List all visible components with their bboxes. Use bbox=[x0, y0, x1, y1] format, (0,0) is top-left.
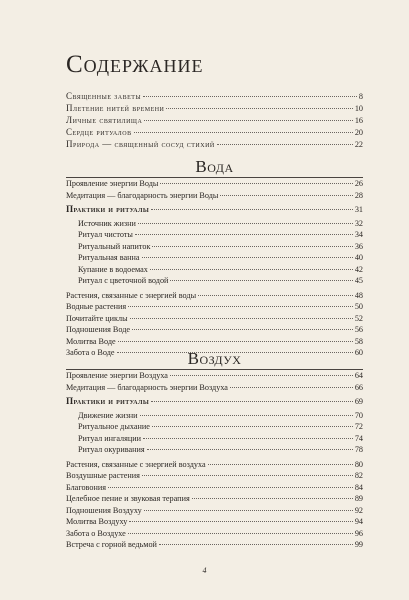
toc-entry-page: 56 bbox=[354, 325, 363, 334]
toc-entry-label: Источник жизни bbox=[78, 218, 136, 228]
toc-entry-page: 20 bbox=[354, 128, 363, 137]
toc-entry-page: 92 bbox=[354, 505, 363, 515]
dot-leader bbox=[160, 183, 352, 184]
toc-entry-page: 89 bbox=[354, 494, 363, 503]
dot-leader bbox=[198, 295, 353, 296]
toc-entry-page: 94 bbox=[354, 517, 363, 526]
intro-list bbox=[66, 90, 363, 150]
dot-leader bbox=[138, 223, 353, 224]
dot-leader bbox=[220, 195, 352, 196]
toc-entry-label: Ритуал с цветочной водой bbox=[78, 276, 169, 285]
page-number: 4 bbox=[202, 566, 207, 575]
toc-entry-label: Ритуальный напиток bbox=[78, 241, 151, 251]
toc-entry-label: Растения, связанные с энергией воздуха bbox=[66, 459, 206, 469]
toc-entry[interactable] bbox=[66, 90, 363, 102]
dot-leader bbox=[144, 510, 353, 511]
dot-leader bbox=[170, 280, 352, 281]
toc-entry-page: 69 bbox=[354, 397, 363, 406]
toc-entry-page: 70 bbox=[354, 410, 363, 420]
toc-entry-label: Целебное пение и звуковая терапия bbox=[66, 494, 190, 503]
toc-entry-page: 36 bbox=[354, 241, 363, 251]
toc-entry-page: 80 bbox=[354, 459, 363, 469]
toc-entry-page: 64 bbox=[354, 371, 363, 380]
toc-entry-page: 45 bbox=[354, 276, 363, 285]
toc-entry-label: Ритуал чистоты bbox=[78, 230, 133, 239]
toc-subentry[interactable] bbox=[66, 229, 363, 241]
dot-leader bbox=[144, 120, 353, 121]
toc-entry-label: Ритуальная ванна bbox=[78, 253, 140, 262]
toc-subentry[interactable] bbox=[66, 275, 363, 287]
toc-entry-label: Воздушные растения bbox=[66, 471, 140, 480]
toc-entry[interactable] bbox=[66, 290, 363, 302]
dot-leader bbox=[130, 318, 353, 319]
section-air-list bbox=[66, 370, 363, 551]
toc-entry-page: 48 bbox=[354, 290, 363, 300]
toc-entry-label: Молитва Воздуху bbox=[66, 517, 128, 526]
toc-entry-page: 72 bbox=[354, 422, 363, 431]
dot-leader bbox=[140, 415, 353, 416]
toc-subentry[interactable] bbox=[66, 421, 363, 433]
toc-entry-page: 28 bbox=[354, 190, 363, 200]
dot-leader bbox=[152, 426, 353, 427]
dot-leader bbox=[134, 132, 353, 133]
toc-subheading-practices[interactable] bbox=[66, 396, 363, 408]
dot-leader bbox=[217, 144, 353, 145]
toc-entry-page: 66 bbox=[354, 382, 363, 392]
toc-entry-label: Забота о Воздухе bbox=[66, 528, 126, 538]
page-title: Содержание bbox=[66, 51, 204, 78]
dot-leader bbox=[142, 257, 353, 258]
toc-entry-label: Почитайте циклы bbox=[66, 313, 128, 323]
dot-leader bbox=[230, 387, 353, 388]
toc-entry-page: 96 bbox=[354, 528, 363, 538]
toc-entry[interactable] bbox=[66, 324, 363, 336]
toc-entry-label: Плетение нитей времени bbox=[66, 103, 165, 113]
toc-subentry[interactable] bbox=[66, 241, 363, 253]
dot-leader bbox=[128, 306, 353, 307]
toc-entry-page: 84 bbox=[354, 482, 363, 492]
toc-entry-page: 22 bbox=[354, 140, 363, 149]
dot-leader bbox=[170, 375, 353, 376]
toc-entry-page: 58 bbox=[354, 336, 363, 346]
toc-subentry[interactable] bbox=[66, 410, 363, 422]
toc-entry[interactable] bbox=[66, 516, 363, 528]
toc-entry-label: Медитация — благодарность энергии Воздуха bbox=[66, 382, 228, 392]
toc-entry-page: 60 bbox=[354, 348, 363, 357]
toc-entry-label: Проявление энергии Воды bbox=[66, 179, 159, 188]
toc-entry[interactable] bbox=[66, 459, 363, 471]
dot-leader bbox=[150, 269, 353, 270]
toc-entry-page: 82 bbox=[354, 471, 363, 480]
dot-leader bbox=[118, 341, 353, 342]
toc-entry-label: Подношения Воде bbox=[66, 325, 131, 334]
toc-entry[interactable] bbox=[66, 178, 363, 190]
toc-entry[interactable] bbox=[66, 102, 363, 114]
toc-entry-page: 42 bbox=[354, 264, 363, 274]
toc-entry-page: 16 bbox=[354, 116, 363, 125]
toc-entry-page: 74 bbox=[354, 433, 363, 443]
toc-entry-label: Ритуал ингаляции bbox=[78, 433, 142, 443]
toc-subentry[interactable] bbox=[66, 264, 363, 276]
toc-entry-label: Забота о Воде bbox=[66, 348, 115, 357]
toc-entry-label: Сердце ритуалов bbox=[66, 127, 132, 137]
section-water-list bbox=[66, 178, 363, 359]
toc-entry[interactable] bbox=[66, 370, 363, 382]
toc-entry-page: 52 bbox=[354, 313, 363, 323]
dot-leader bbox=[132, 329, 353, 330]
toc-entry-label: Молитва Воде bbox=[66, 336, 116, 346]
toc-entry-label: Ритуал окуривания bbox=[78, 445, 145, 454]
dot-leader bbox=[152, 246, 352, 247]
toc-entry-label: Проявление энергии Воздуха bbox=[66, 371, 168, 380]
toc-entry[interactable] bbox=[66, 528, 363, 540]
toc-entry-label: Медитация — благодарность энергии Воды bbox=[66, 190, 219, 200]
dot-leader bbox=[151, 209, 353, 210]
toc-entry-label: Священные заветы bbox=[66, 91, 142, 101]
toc-entry-label: Ритуальное дыхание bbox=[78, 422, 150, 431]
toc-entry[interactable] bbox=[66, 301, 363, 313]
toc-entry[interactable] bbox=[66, 126, 363, 138]
toc-entry[interactable] bbox=[66, 505, 363, 517]
section-title-water: Вода bbox=[195, 157, 234, 176]
dot-leader bbox=[108, 487, 353, 488]
toc-entry-page: 78 bbox=[354, 445, 363, 454]
toc-entry[interactable] bbox=[66, 470, 363, 482]
dot-leader bbox=[135, 234, 353, 235]
toc-entry-label: Подношения Воздуху bbox=[66, 505, 142, 515]
toc-entry-label: Природа — священный сосуд стихий bbox=[66, 139, 215, 149]
toc-subentry[interactable] bbox=[66, 444, 363, 456]
toc-entry-label: Благовония bbox=[66, 482, 106, 492]
toc-entry-page: 10 bbox=[354, 104, 363, 113]
dot-leader bbox=[159, 544, 353, 545]
toc-entry[interactable] bbox=[66, 539, 363, 551]
toc-entry[interactable] bbox=[66, 313, 363, 325]
toc-entry[interactable] bbox=[66, 114, 363, 126]
toc-entry[interactable] bbox=[66, 138, 363, 150]
toc-entry[interactable] bbox=[66, 190, 363, 202]
dot-leader bbox=[143, 438, 353, 439]
toc-entry-label: Личные святилища bbox=[66, 115, 143, 125]
toc-entry-label: Купание в водоемах bbox=[78, 264, 148, 274]
toc-entry-page: 31 bbox=[354, 205, 363, 214]
toc-entry-page: 32 bbox=[354, 218, 363, 228]
toc-subentry[interactable] bbox=[66, 252, 363, 264]
dot-leader bbox=[192, 498, 353, 499]
toc-entry[interactable] bbox=[66, 382, 363, 394]
section-title-air: Воздух bbox=[187, 349, 242, 368]
dot-leader bbox=[129, 521, 352, 522]
dot-leader bbox=[142, 475, 353, 476]
toc-entry-page: 50 bbox=[354, 302, 363, 311]
toc-entry-page: 99 bbox=[354, 540, 363, 549]
toc-entry-page: 40 bbox=[354, 253, 363, 262]
toc-entry[interactable] bbox=[66, 336, 363, 348]
dot-leader bbox=[166, 108, 352, 109]
toc-subentry[interactable] bbox=[66, 433, 363, 445]
dot-leader bbox=[208, 464, 353, 465]
toc-entry-label: Движение жизни bbox=[78, 410, 138, 420]
dot-leader bbox=[128, 533, 353, 534]
toc-entry[interactable] bbox=[66, 493, 363, 505]
toc-entry[interactable] bbox=[66, 482, 363, 494]
toc-entry-label: Растения, связанные с энергией воды bbox=[66, 290, 197, 300]
toc-entry-label: Встреча с горной ведьмой bbox=[66, 540, 157, 549]
toc-entry-page: 8 bbox=[358, 92, 363, 101]
toc-entry-page: 34 bbox=[354, 230, 363, 239]
toc-subheading-label: Практики и ритуалы bbox=[66, 396, 150, 406]
dot-leader bbox=[147, 449, 353, 450]
toc-subentry[interactable] bbox=[66, 218, 363, 230]
dot-leader bbox=[143, 96, 357, 97]
toc-entry-page: 26 bbox=[354, 179, 363, 188]
toc-entry-label: Водные растения bbox=[66, 302, 127, 311]
toc-subheading-label: Практики и ритуалы bbox=[66, 204, 150, 214]
dot-leader bbox=[151, 401, 353, 402]
toc-subheading-practices[interactable] bbox=[66, 204, 363, 216]
